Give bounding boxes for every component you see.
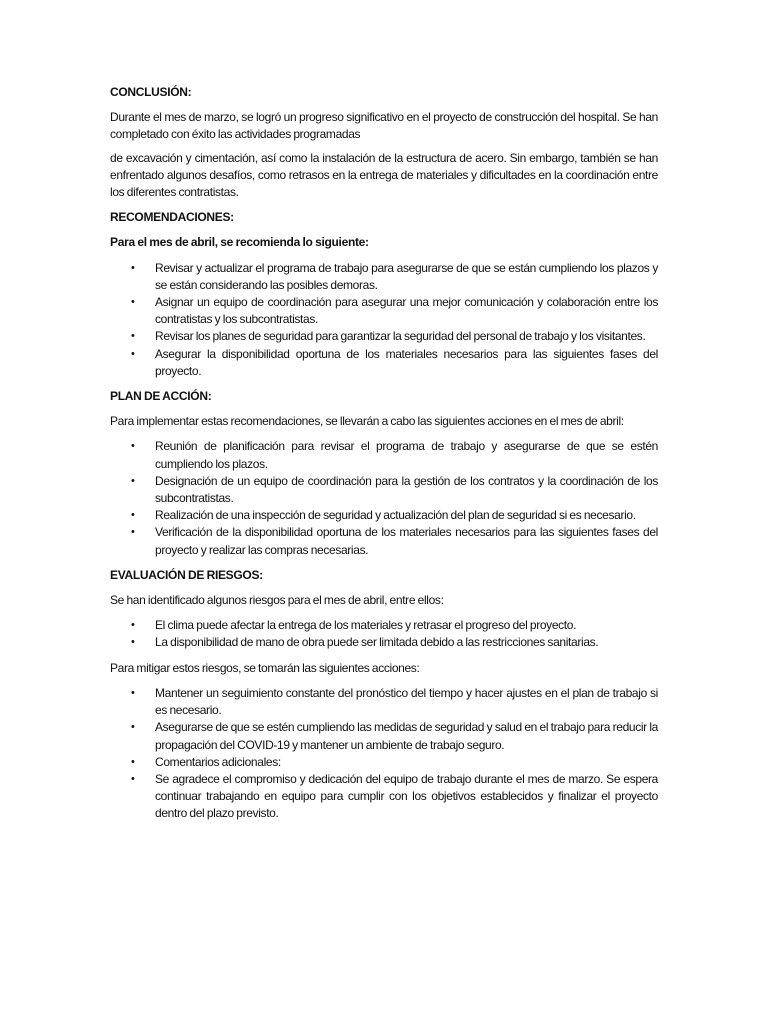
bullet-icon: • [131, 347, 135, 360]
bullet-icon: • [131, 772, 135, 785]
list-item [110, 524, 658, 558]
bullet-icon: • [131, 686, 135, 699]
recommendations-heading: RECOMENDACIONES: [110, 210, 234, 225]
conclusion-heading: CONCLUSIÓN: [110, 85, 192, 99]
action-plan-list [110, 438, 658, 558]
bullet-icon: • [131, 330, 135, 343]
list-item-text: Reunión de planificación para revisar el programa de trabajo y asegurarse de que se estén cumpliendo los plazos. [155, 439, 658, 471]
recommendations-list [110, 260, 658, 380]
list-item [110, 617, 658, 634]
list-item-text: Revisar los planes de seguridad para garantizar la seguridad del personal de trabajo y los visitantes. [155, 329, 646, 344]
bullet-icon: • [131, 296, 135, 309]
bullet-icon: • [131, 755, 135, 768]
list-item [110, 634, 658, 651]
bullet-icon: • [131, 474, 135, 487]
list-item [110, 294, 658, 328]
conclusion-paragraph-2: de excavación y cimentación, así como la instalación de la estructura de acero. Sin embargo, también se han enfrentado algunos desafíos, como retrasos en la entrega de materiales y dificultades en la coordinación entre los diferentes contratistas. [110, 150, 658, 200]
list-item [110, 438, 658, 472]
list-item-text: Comentarios adicionales: [155, 754, 281, 769]
list-item [110, 507, 658, 524]
list-item-text: Asegurar la disponibilidad oportuna de los materiales necesarios para las siguientes fases del proyecto. [155, 346, 658, 378]
list-item [110, 260, 658, 294]
mitigation-list [110, 685, 658, 823]
bullet-icon: • [131, 636, 135, 649]
list-item [110, 685, 658, 719]
bullet-icon: • [131, 721, 135, 734]
bullet-icon: • [131, 509, 135, 522]
bullet-icon: • [131, 440, 135, 453]
list-item-text: Se agradece el compromiso y dedicación del equipo de trabajo durante el mes de marzo. Se espera continuar trabajando en equipo para cumplir con los objetivos establecidos y finalizar el proyecto dentro del plazo previsto. [155, 771, 658, 821]
list-item-text: La disponibilidad de mano de obra puede ser limitada debido a las restricciones sanitarias. [155, 635, 599, 650]
conclusion-paragraph-1: Durante el mes de marzo, se logró un progreso significativo en el proyecto de construcción del hospital. Se han completado con éxito las actividades programadas [110, 110, 658, 142]
risks-list [110, 617, 658, 651]
recommendations-subheading: Para el mes de abril, se recomienda lo siguiente: [110, 235, 369, 250]
list-item-text: Realización de una inspección de seguridad y actualización del plan de seguridad si es necesario. [155, 508, 636, 523]
list-item-text: Asegurarse de que se estén cumpliendo las medidas de seguridad y salud en el trabajo para reducir la propagación del COVID-19 y mantener un ambiente de trabajo seguro. [155, 720, 658, 752]
list-item-text: Mantener un seguimiento constante del pronóstico del tiempo y hacer ajustes en el plan de trabajo si es necesario. [155, 685, 658, 718]
list-item [110, 473, 658, 507]
list-item-text: Designación de un equipo de coordinación para la gestión de los contratos y la coordinación de los subcontratistas. [155, 473, 658, 506]
action-plan-heading: PLAN DE ACCIÓN: [110, 389, 212, 404]
list-item-text: Asignar un equipo de coordinación para asegurar una mejor comunicación y colaboración entre los contratistas y los subcontratistas. [155, 295, 658, 327]
mitigation-intro: Para mitigar estos riesgos, se tomarán las siguientes acciones: [110, 660, 420, 675]
list-item [110, 719, 658, 753]
list-item [110, 346, 658, 380]
list-item-text: Revisar y actualizar el programa de trabajo para asegurarse de que se están cumpliendo los plazos y se están considerando las posibles demoras. [155, 260, 658, 292]
list-item [110, 771, 658, 823]
risk-assessment-intro: Se han identificado algunos riesgos para el mes de abril, entre ellos: [110, 593, 444, 608]
list-item-text: El clima puede afectar la entrega de los materiales y retrasar el progreso del proyecto. [155, 618, 577, 633]
list-item [110, 328, 658, 345]
bullet-icon: • [131, 619, 135, 632]
document-page [110, 84, 658, 831]
list-item-text: Verificación de la disponibilidad oportuna de los materiales necesarios para las siguientes fases del proyecto y realizar las compras necesarias. [155, 525, 658, 557]
risk-assessment-heading: EVALUACIÓN DE RIESGOS: [110, 567, 263, 582]
bullet-icon: • [131, 261, 135, 274]
list-item [110, 754, 658, 771]
bullet-icon: • [131, 526, 135, 539]
action-plan-intro: Para implementar estas recomendaciones, se llevarán a cabo las siguientes acciones en el mes de abril: [110, 414, 624, 429]
